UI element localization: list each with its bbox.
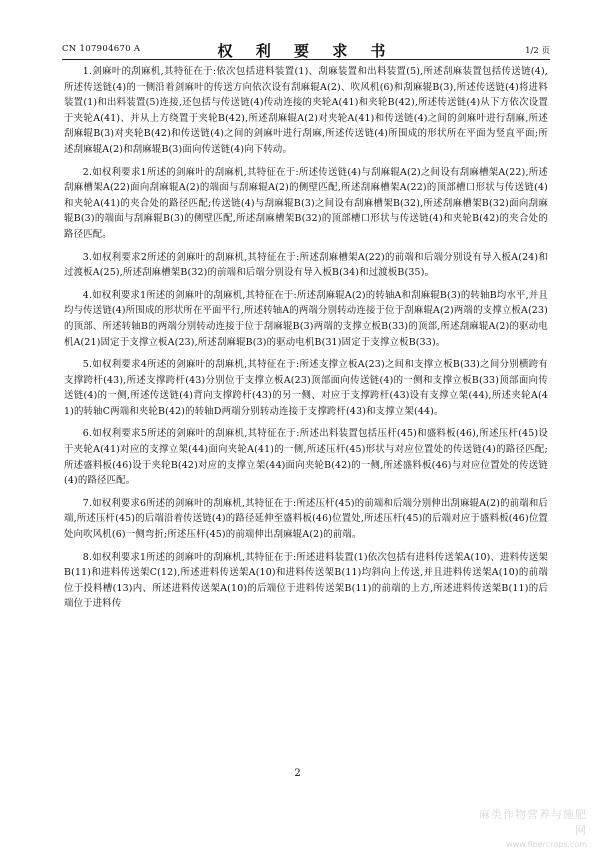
claim-4: 4.如权利要求1所述的剑麻叶的刮麻机,其特征在于:所述刮麻辊A(2)的转轴A和刮麻辊B(3)的转轴B均水平,并且均与传送链(4)所围成的形状所在平面平行,所述转轴A的两端分别转动连接于位于刮麻辊A(2)两端的支撑立板A(23)的顶部、所述转轴B的两端分别转动连接于位于刮麻辊B(3)两端的支撑立板B(33)的顶部,所述刮麻辊A(2)的驱动电机A(21)固定于支撑立板A(23),所述刮麻辊B(3)的驱动电机B(31)固定于支撑立板B(33)。 xyxy=(64,289,548,348)
claims-body xyxy=(64,64,548,619)
claim-8: 8.如权利要求1所述的剑麻叶的刮麻机,其特征在于:所述进料装置(1)依次包括有进料传送架A(10)、进料传送架B(11)和进料传送架C(12),所述进料传送架A(10)和进料传送架B(11)均斜向上传送,并且进料传送架A(10)的前端位于投料槽(13)内、所述进料传送架A(10)的后端位于进料传送架B(11)的前端的上方,所述进料传送架B(11)的后端位于进料传 xyxy=(64,551,548,610)
header-rule xyxy=(62,59,550,60)
claim-5: 5.如权利要求4所述的剑麻叶的刮麻机,其特征在于:所述支撑立板A(23)之间和支撑立板B(33)之间分别横跨有支撑跨杆(43),所述支撑跨杆(43)分别位于支撑立板A(23)顶部面向传送链(4)的一侧和支撑立板B(33)顶部面向传送链(4)的一侧,所述传送链(4)背向支撑跨杆(43)的另一侧、对应于支撑跨杆(43)设有支撑立架(44),所述夹轮A(41)的转轴C两端和夹轮B(42)的转轴D两端分别转动连接于支撑跨杆(43)和支撑立架(44)。 xyxy=(64,359,548,417)
claim-7: 7.如权利要求6所述的剑麻叶的刮麻机,其特征在于:所述压杆(45)的前端和后端分别伸出刮麻辊A(2)的前端和后端,所述压杆(45)的后端沿着传送链(4)的路径延伸至盛料板(46)位置处,所述压杆(45)的后端对应于盛料板(46)位置处向吹风机(6)一侧弯折;所述压杆(45)的前端伸出刮麻辊A(2)的前端。 xyxy=(64,497,548,541)
claim-3: 3.如权利要求2所述的剑麻叶的刮麻机,其特征在于:所述刮麻槽架A(22)的前端和后端分别设有导入板A(24)和过渡板A(25),所述刮麻槽架B(32)的前端和后端分别设有导入板B(34)和过渡板B(35)。 xyxy=(64,251,548,279)
page-indicator: 1/2 页 xyxy=(525,46,550,56)
site-watermark xyxy=(475,806,587,849)
claim-2: 2.如权利要求1所述的剑麻叶的刮麻机,其特征在于:所述传送链(4)与刮麻辊A(2)之间设有刮麻槽架A(22),所述刮麻槽架A(22)面向刮麻辊A(2)的端面与刮麻辊A(2)的侧壁匹配,所述刮麻槽架A(22)的顶部槽口形状与传送链(4)和夹轮A(41)的夹合处的路径匹配;传送链(4)与刮麻辊B(3)之间设有刮麻槽架B(32),所述刮麻槽架B(32)面向刮麻辊B(3)的端面与刮麻辊B(3)的侧壁匹配,所述刮麻槽架B(32)的顶部槽口形状与传送链(4)和夹轮B(42)的夹合处的路径匹配。 xyxy=(64,166,548,240)
claim-1: 1.剑麻叶的刮麻机,其特征在于:依次包括进料装置(1)、刮麻装置和出料装置(5),所述刮麻装置包括传送链(4),所述传送链(4)的一侧沿着剑麻叶的传送方向依次设有刮麻辊A(2)、吹风机(6)和刮麻辊B(3),所述传送链(4)将进料装置(1)和出料装置(5)连接,还包括与传送链(4)传动连接的夹轮A(41)和夹轮B(42),所述传送链(4)从下方依次设置于夹轮A(41)、并从上方绕置于夹轮B(42),所述刮麻辊A(2)对夹轮A(41)和传送链(4)之间的剑麻叶进行刮麻,所述刮麻辊B(3)对夹轮B(42)和传送链(4)之间的剑麻叶进行刮麻,所述传送链(4)所围成的形状所在平面为竖直平面;所述刮麻辊A(2)和刮麻辊B(3)面向传送链(4)向下转动。 xyxy=(64,66,548,155)
publication-number: CN 107904670 A xyxy=(62,44,141,54)
watermark-site-name: 麻类作物营养与施肥网 xyxy=(479,808,587,837)
document-title: 权 利 要 求 书 xyxy=(217,42,395,60)
claim-6: 6.如权利要求5所述的剑麻叶的刮麻机,其特征在于:所述出料装置包括压杆(45)和盛料板(46),所述压杆(45)设于夹轮A(41)对应的支撑立架(44)面向夹轮A(41)的一侧,所述压杆(45)形状与对应位置处的传送链(4)的路径匹配;所述盛料板(46)设于夹轮B(42)对应的支撑立架(44)面向夹轮B(42)的一侧,所述盛料板(46)与对应位置处的传送链(4)的路径匹配。 xyxy=(64,428,548,487)
document-header xyxy=(62,40,550,60)
watermark-url: www.fibercrops.com xyxy=(506,840,587,849)
page-number: 2 xyxy=(294,768,301,779)
